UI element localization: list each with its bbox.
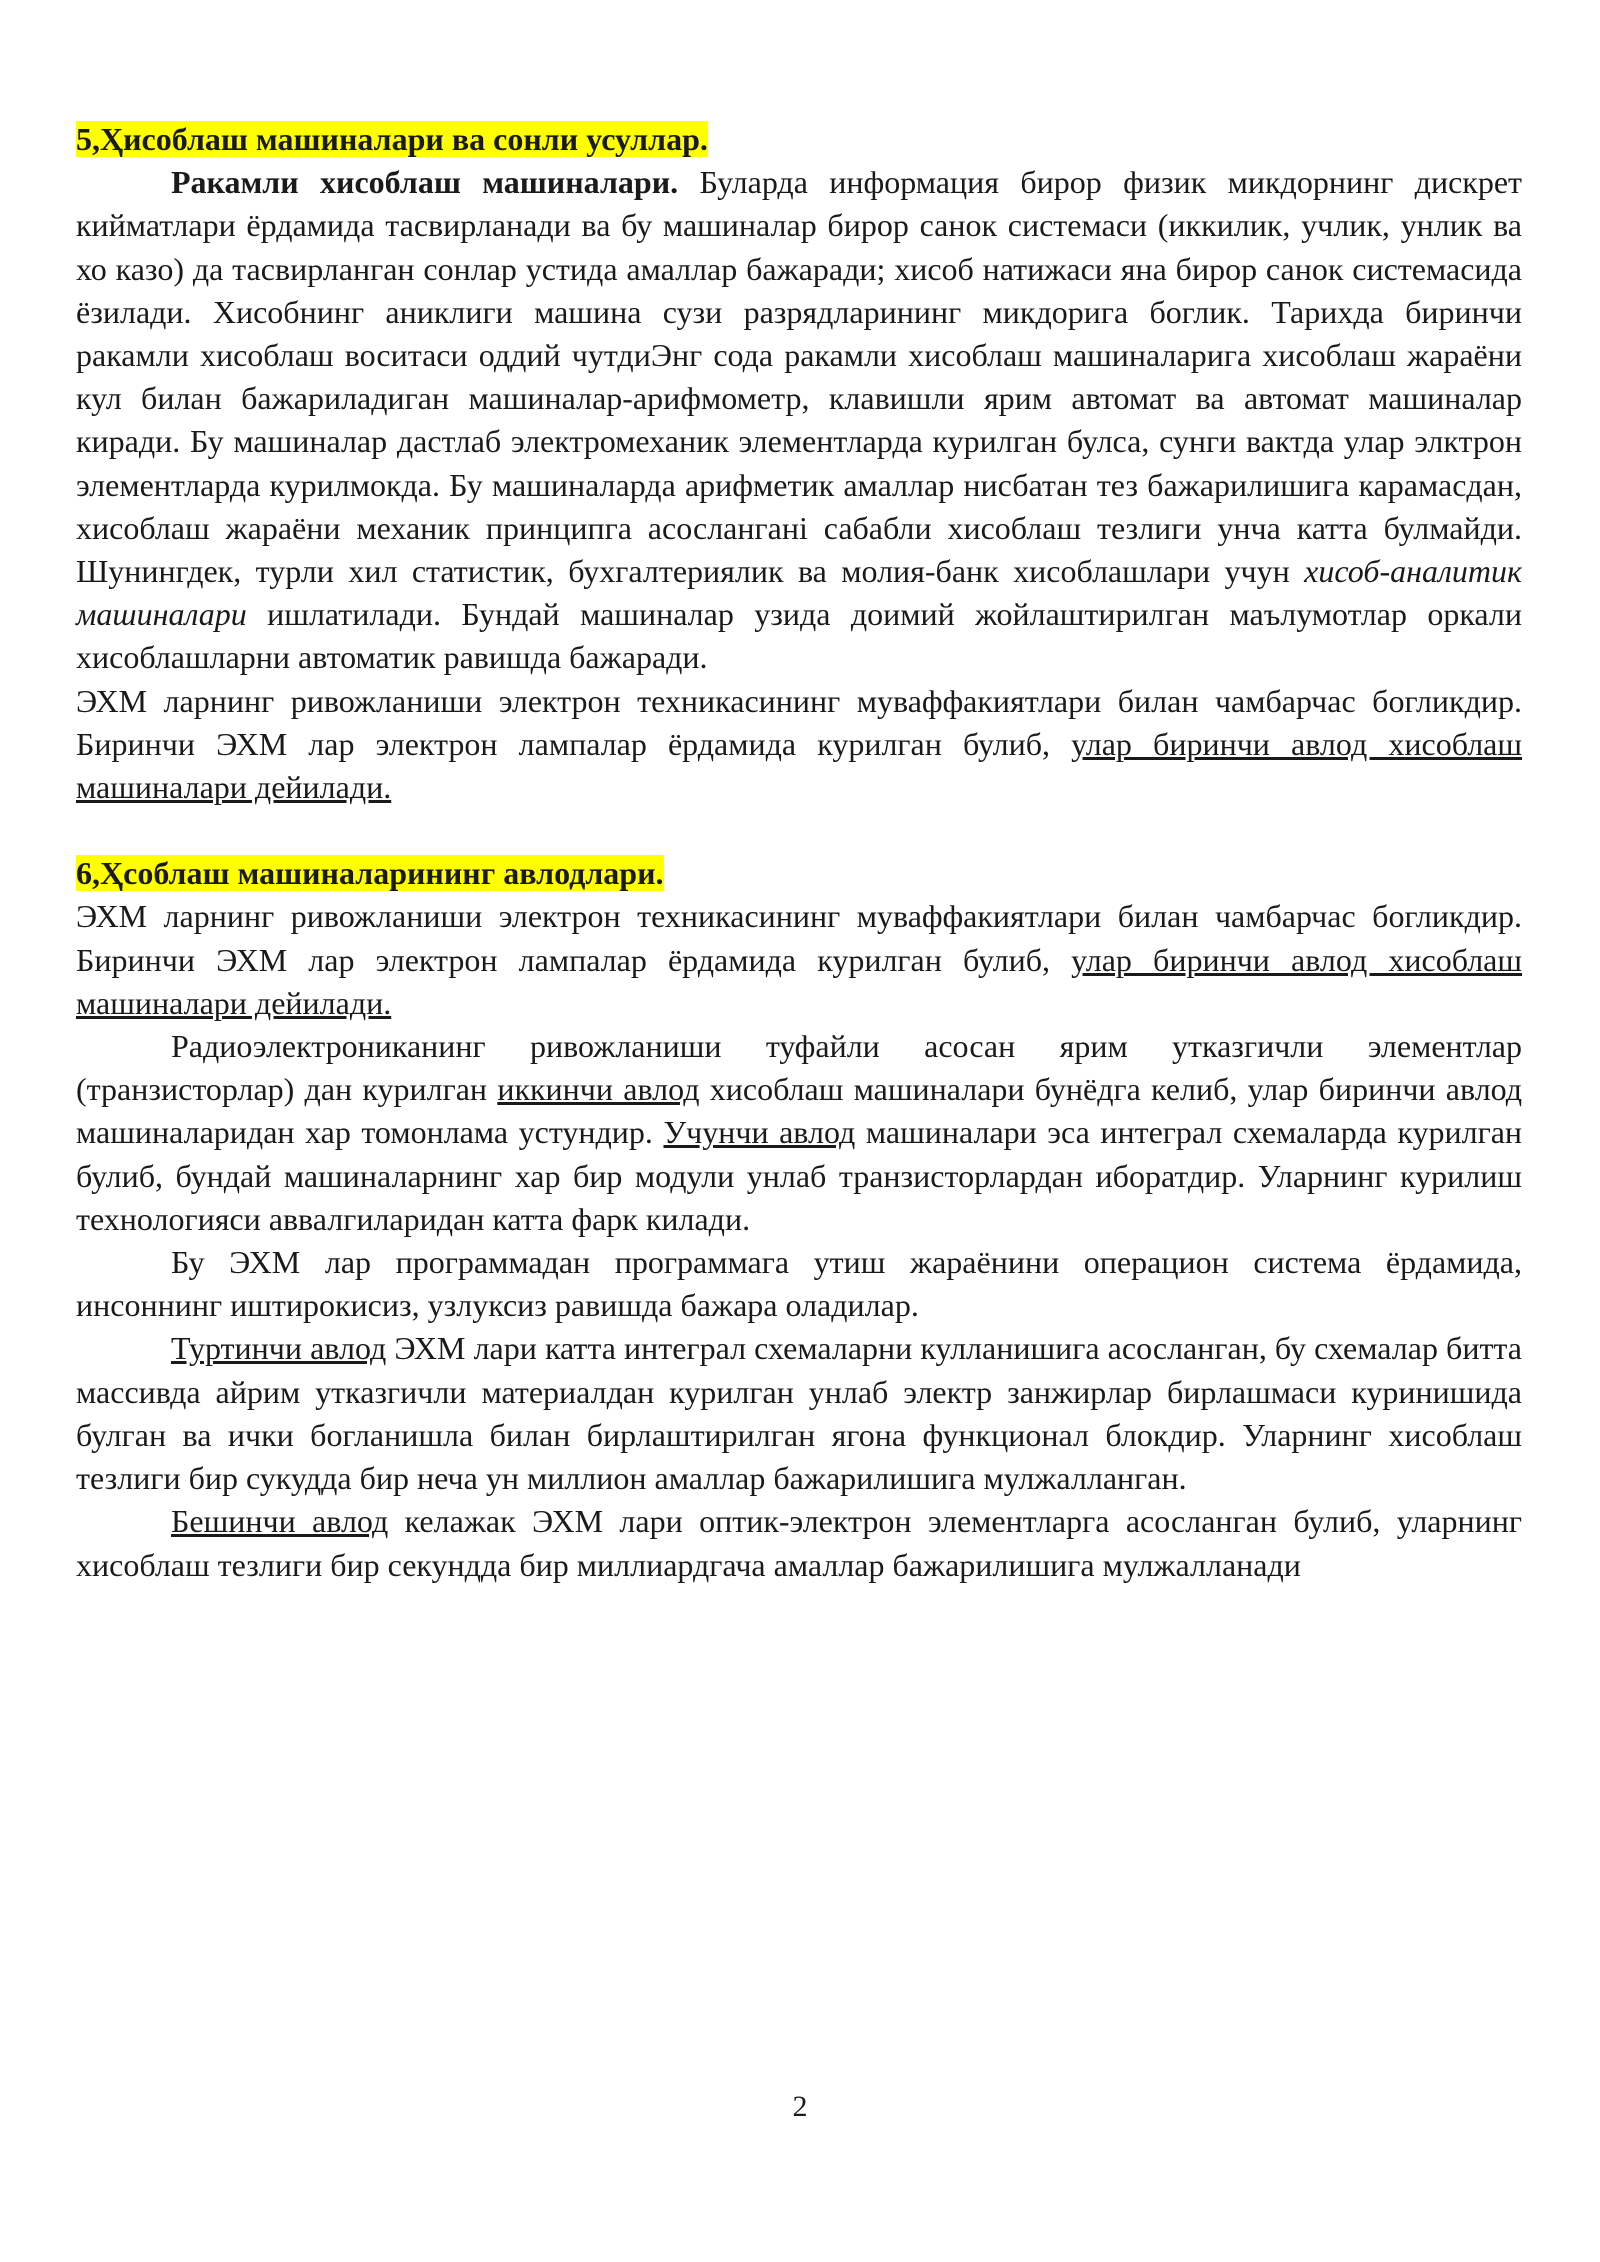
section-6-paragraph-2-text-b: хисоблаш машиналари бунёдга келиб, улар биринчи авлод машиналаридан хар томонлама устундир.	[76, 1071, 1523, 1151]
section-6-paragraph-1-underlined: улар биринчи авлод хисоблаш машиналари дейилади.	[76, 941, 1523, 1021]
section-6-paragraph-2-text-a: Радиоэлектрониканинг ривожланиши туфайли асосан ярим утказгичли элементлар (транзисторлар) дан курилган	[76, 1028, 1522, 1108]
section-6-paragraph-2-text-c: машиналари эса интеграл схемаларда курилган булиб, бундай машиналарнинг хар бир модули унлаб транзисторлардан иборатдир. Уларнинг курилиш технологияси аввалгиларидан катта фарк килади.	[76, 1114, 1523, 1237]
section-5-term-analytic-machines: хисоб-аналитик машиналари	[76, 553, 1522, 633]
section-5-paragraph-1	[76, 161, 1522, 679]
section-5-paragraph-2	[76, 680, 1522, 810]
fifth-generation-term: Бешинчи авлод	[171, 1503, 389, 1540]
section-6-heading	[76, 852, 1522, 895]
third-generation-term: Учунчи авлод	[663, 1114, 856, 1151]
section-5-paragraph-2-text: ЭХМ ларнинг ривожланиши электрон техникасининг муваффакиятлари билан чамбарчас богликдир. Биринчи ЭХМ лар электрон лампалар ёрдамида курилган булиб,	[76, 682, 1522, 762]
fourth-generation-term: Туртинчи авлод	[171, 1330, 387, 1367]
section-5-term-digital-machines: Ракамли хисоблаш машиналари.	[171, 164, 679, 201]
section-6-paragraph-1-text: ЭХМ ларнинг ривожланиши электрон техникасининг муваффакиятлари билан чамбарчас богликдир. Биринчи ЭХМ лар электрон лампалар ёрдамида курилган булиб,	[76, 898, 1522, 978]
section-5-paragraph-1-text-a: Буларда информация бирор физик микдорнинг дискрет кийматлари ёрдамида тасвирланади ва бу машиналар бирор санок системаси (иккилик, учлик, унлик ва хо казо) да тасвирланган сонлар устида амаллар бажаради; хисоб натижаси яна бирор санок системасида ёзилади. Хисобнинг аниклиги машина сузи разрядларининг микдорига боглик. Тарихда биринчи ракамли хисоблаш воситаси оддий чутдиЭнг сода ракамли хисоблаш машиналарига хисоблаш жараёни кул билан бажариладиган машиналар-арифмометр, клавишли ярим автомат ва автомат машиналар киради. Бу машиналар дастлаб электромеханик элементларда курилган булса, сунги вактда улар элктрон элементларда курилмокда. Бу машиналарда арифметик амаллар нисбатан тез бажарилишига карамасдан, хисоблаш жараёни механик принципга асосланганi сабабли хисоблаш тезлиги унча катта булмайди. Шунингдек, турли хил статистик, бухгалтериялик ва молия-банк хисоблашлари учун	[76, 164, 1523, 590]
section-6-paragraph-4	[76, 1327, 1522, 1500]
page-number: 2	[792, 2090, 808, 2123]
document-page	[76, 118, 1522, 1587]
section-6-heading-text: 6,Ҳсоблаш машиналарининг авлодлари.	[76, 855, 664, 892]
section-gap	[76, 809, 1522, 852]
section-5-heading-text: 5,Ҳисоблаш машиналари ва сонли усуллар.	[76, 121, 708, 157]
section-6-paragraph-2	[76, 1025, 1522, 1241]
section-6-paragraph-3: Бу ЭХМ лар программадан программага утиш жараёнини операцион система ёрдамида, инсоннинг иштирокисиз, узлуксиз равишда бажара оладилар.	[76, 1244, 1522, 1324]
section-6-paragraph-1	[76, 895, 1522, 1025]
section-6-paragraph-5	[76, 1500, 1522, 1586]
section-5-paragraph-2-underlined: улар биринчи авлод хисоблаш машиналари дейилади.	[76, 725, 1523, 806]
section-5-paragraph-1-text-b: ишлатилади. Бундай машиналар узида доимий жойлаштирилган маълумотлар оркали хисоблашларни автоматик равишда бажаради.	[76, 596, 1522, 676]
second-generation-term: иккинчи авлод	[497, 1071, 700, 1108]
section-5-heading	[76, 118, 1522, 161]
section-6-paragraph-5-text: келажак ЭХМ лари оптик-электрон элементларга асосланган булиб, уларнинг хисоблаш тезлиги бир секундда бир миллиардгача амаллар бажарилишига мулжалланади	[76, 1503, 1523, 1583]
section-6-paragraph-4-text: ЭХМ лари катта интеграл схемаларни кулланишига асосланган, бу схемалар битта массивда айрим утказгичли материалдан курилган унлаб электр занжирлар бирлашмаси куринишида булган ва ички богланишла билан бирлаштирилган ягона функционал блокдир. Уларнинг хисоблаш тезлиги бир сукудда бир неча ун миллион амаллар бажарилишига мулжалланган.	[76, 1330, 1523, 1497]
